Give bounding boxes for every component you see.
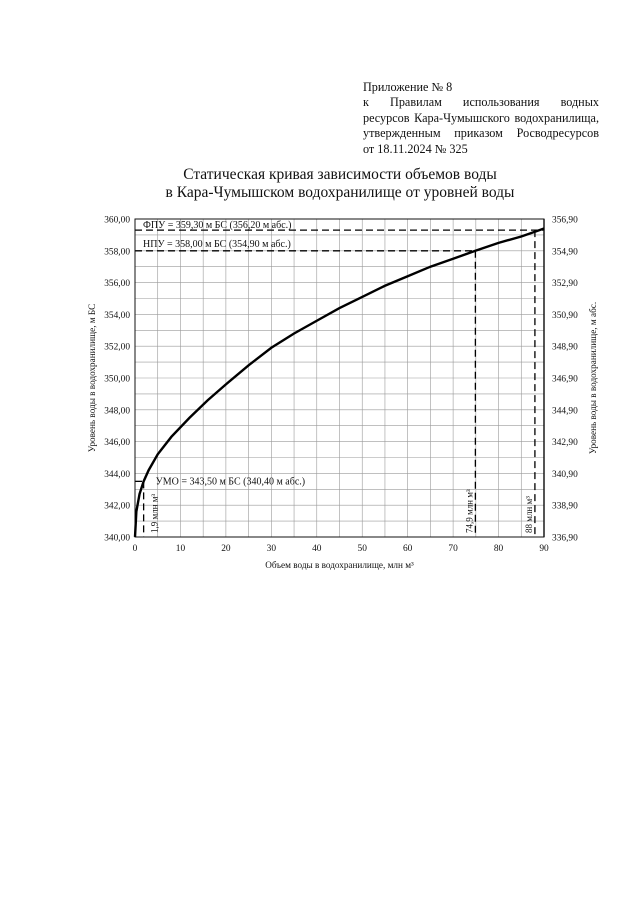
x-tick-label: 80 — [493, 544, 504, 554]
y-tick-label-right: 354,90 — [552, 247, 578, 258]
npu-label: НПУ = 358,00 м БС (354,90 м абс.) — [143, 238, 291, 250]
y-tick-label-left: 354,00 — [104, 310, 130, 321]
y-tick-label-left: 356,00 — [104, 279, 130, 290]
x-tick-label: 70 — [448, 544, 458, 554]
x-tick-label: 40 — [312, 544, 322, 554]
appendix-line-5: от 18.11.2024 № 325 — [363, 141, 468, 156]
appendix-line-4: утвержденным приказом Росводресурсов — [363, 126, 599, 141]
y-tick-label-right: 352,90 — [552, 279, 578, 290]
chart-title-line-1: Статическая кривая зависимости объемов воды — [183, 166, 497, 183]
y-tick-label-left: 360,00 — [104, 215, 130, 226]
x-tick-label: 20 — [221, 544, 231, 554]
y-tick-label-right: 342,90 — [552, 438, 578, 449]
tick-labels — [104, 216, 578, 555]
chart-title-line-2: в Кара-Чумышском водохранилище от уровней воды — [165, 184, 515, 201]
y-tick-label-right: 348,90 — [552, 342, 578, 353]
y-tick-label-left: 340,00 — [104, 533, 130, 544]
x-axis-label: Объем воды в водохранилище, млн м³ — [265, 560, 414, 570]
y-axis-label-left: Уровень воды в водохранилище, м БС — [87, 303, 97, 453]
y-tick-label-right: 350,90 — [552, 310, 578, 321]
y-tick-label-right: 356,90 — [552, 215, 578, 226]
y-tick-label-left: 352,00 — [104, 342, 130, 353]
y-tick-label-left: 350,00 — [104, 374, 130, 385]
umo-label: УМО = 343,50 м БС (340,40 м абс.) — [155, 476, 306, 488]
y-tick-label-left: 358,00 — [104, 247, 130, 258]
grid — [135, 219, 544, 537]
x-tick-label: 60 — [402, 544, 413, 554]
y-axis-label-right: Уровень воды в водохранилище, м абс. — [588, 301, 598, 455]
fpu-volume-label: 88 млн м³ — [523, 496, 534, 533]
appendix-line-2: к Правилам использования водных — [363, 95, 599, 110]
y-tick-label-right: 336,90 — [552, 533, 578, 544]
y-tick-label-right: 344,90 — [552, 406, 578, 417]
y-tick-label-left: 344,00 — [104, 469, 130, 480]
x-tick-label: 50 — [357, 544, 367, 554]
appendix-number: Приложение № 8 — [363, 80, 453, 94]
y-tick-label-left: 346,00 — [104, 438, 130, 449]
y-tick-label-left: 348,00 — [104, 406, 130, 417]
appendix-line-3: ресурсов Кара-Чумышского водохранилища, — [363, 110, 599, 125]
umo-volume-label: 1,9 млн м³ — [149, 493, 160, 533]
y-tick-label-left: 342,00 — [104, 501, 130, 512]
y-tick-label-right: 346,90 — [552, 374, 578, 385]
y-tick-label-right: 340,90 — [552, 469, 578, 480]
x-tick-label: 10 — [175, 544, 186, 554]
x-tick-label: 0 — [132, 544, 138, 554]
fpu-label: ФПУ = 359,30 м БС (356,20 м абс.) — [143, 220, 292, 232]
npu-volume-label: 74,9 млн м³ — [464, 489, 475, 533]
x-tick-label: 90 — [539, 544, 549, 554]
x-tick-label: 30 — [266, 544, 277, 554]
y-tick-label-right: 338,90 — [552, 501, 578, 512]
